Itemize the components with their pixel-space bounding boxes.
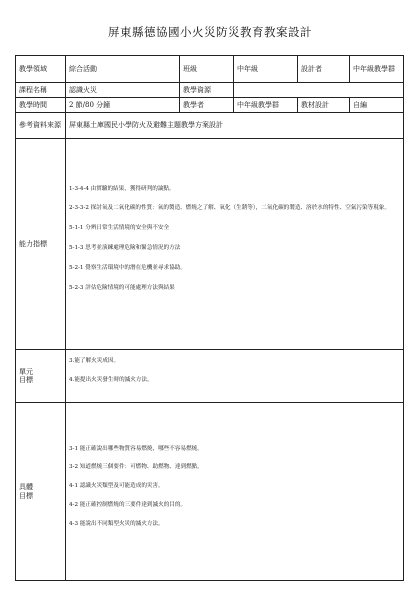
specific-goal-item: 4-2 能正確控制燃燒的三要件達到滅火的目的。 [69, 501, 187, 508]
competence-list [66, 139, 404, 350]
row-unit-goals [16, 350, 404, 403]
grade-value: 中年級 [234, 56, 298, 83]
unit-goal-item: 3.能了解火災成因。 [69, 358, 120, 365]
row-domain [16, 56, 404, 83]
grade-label: 班級 [180, 56, 234, 83]
reference-label: 參考資料來源 [16, 113, 66, 139]
row-competence [16, 139, 404, 350]
specific-goal-item: 3-2 知道燃燒三個要件：可燃物、助燃物、達到燃點。 [69, 464, 203, 471]
specific-goals-label-line1: 具體 [19, 483, 33, 492]
competence-label: 能力指標 [16, 139, 66, 350]
page-title: 屏東縣德協國小火災防災教育教案設計 [108, 25, 312, 39]
material-label: 教材設計 [298, 98, 350, 113]
teacher-label: 教學者 [180, 98, 234, 113]
row-course [16, 83, 404, 98]
unit-goal-item: 4.能提出火災發生時的滅火方法。 [69, 377, 153, 383]
unit-goals-label [16, 350, 66, 403]
specific-goals-label-line2: 目標 [19, 491, 33, 500]
specific-goal-item: 4-3 能說出不同類型火災的滅火方法。 [69, 520, 164, 527]
reference-value: 屏東縣土庫國民小學防火及避難主題教學方案設計 [66, 113, 404, 139]
domain-value: 綜合活動 [66, 56, 180, 83]
time-label: 教學時間 [16, 98, 66, 113]
specific-goals-list [66, 403, 404, 581]
specific-goal-item: 4-1 認識火災類型及可能造成的災害。 [69, 483, 164, 490]
material-value: 自編 [350, 98, 404, 113]
specific-goals-label [16, 403, 66, 581]
resources-label: 教學資源 [180, 83, 234, 98]
competence-item: 1-3-4-4 由實驗的結果，獲得研判的論點。 [69, 185, 175, 192]
row-specific-goals [16, 403, 404, 581]
competence-item: 5-2-3 評估危險情境的可能處理方法與結果 [69, 284, 175, 291]
designer-value: 中年級教學群 [350, 56, 404, 83]
unit-goals-label-line1: 單元 [19, 367, 33, 376]
unit-goals-list [66, 350, 404, 403]
specific-goal-item: 3-1 能正確說出哪些物質容易燃燒，哪些不容易燃燒。 [69, 445, 203, 452]
row-time [16, 98, 404, 113]
domain-label: 教學領域 [16, 56, 66, 83]
competence-item: 2-3-3-2 探討氧及二氧化碳的性質：氧的製造、燃燒之了解、氧化（生銹等），二氧化碳的製造、溶於水的特性、空氣污染等現象。 [69, 205, 390, 212]
course-label: 課程名稱 [16, 83, 66, 98]
lesson-plan-table [15, 55, 404, 581]
teacher-value: 中年級教學群 [234, 98, 298, 113]
course-value: 認識火災 [66, 83, 180, 98]
competence-item: 5-1-3 思考並演練處理危險和緊急情況的方法 [69, 245, 181, 251]
time-value: 2 節/80 分鐘 [66, 98, 180, 113]
designer-label: 設計者 [298, 56, 350, 83]
row-reference [16, 113, 404, 139]
competence-item: 5-2-1 覺察生活環境中的潛在危機並尋求協助。 [69, 264, 186, 271]
competence-item: 5-1-1 分辨日常生活情境的安全與不安全 [69, 225, 170, 232]
unit-goals-label-line2: 目標 [19, 376, 33, 384]
resources-value [234, 83, 404, 98]
